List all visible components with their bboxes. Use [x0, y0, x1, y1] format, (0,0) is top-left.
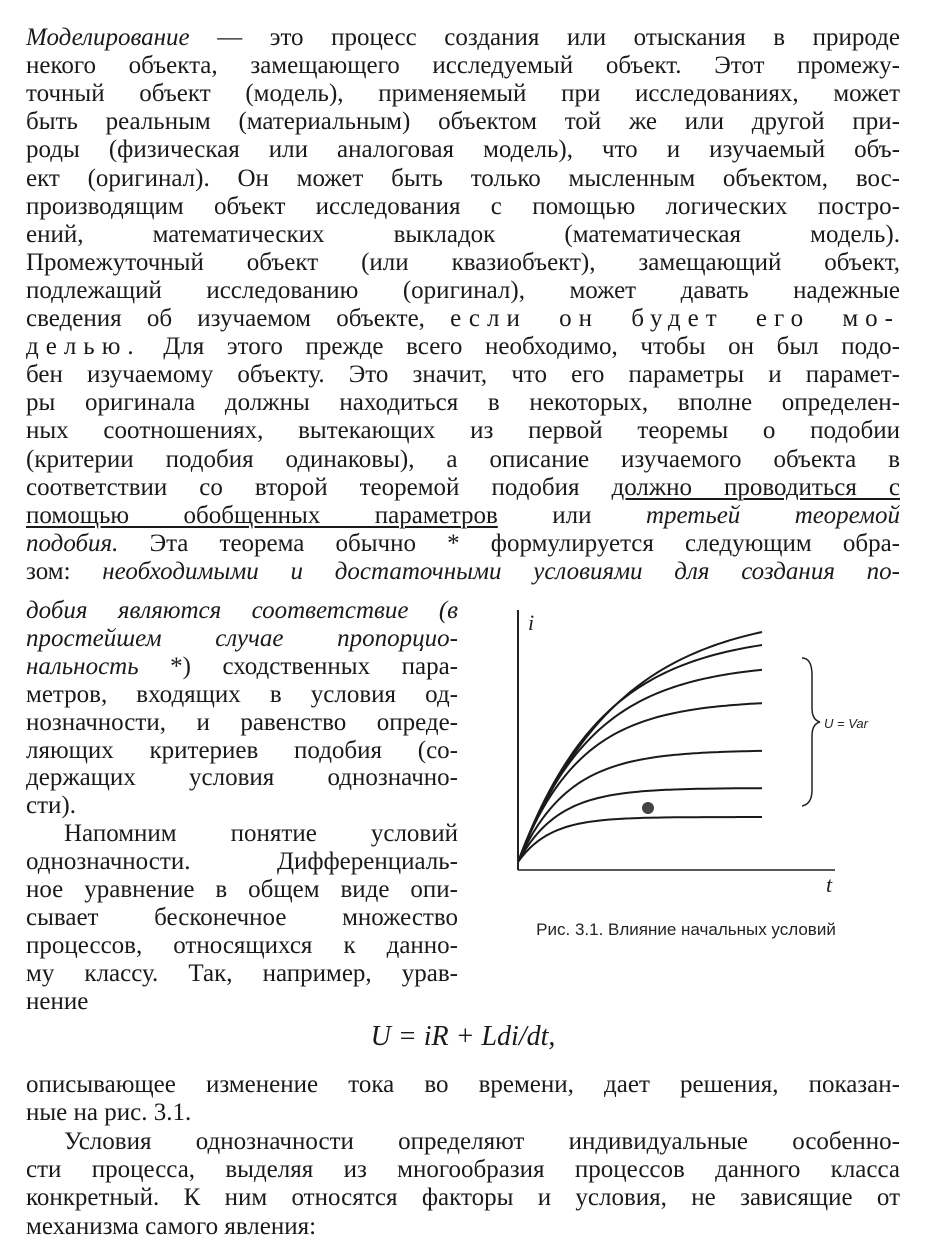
current-curves	[518, 632, 762, 862]
text-span: бен изучаемому объекту. Это значит, что его параметры и парамет-	[26, 361, 900, 389]
text-line	[26, 361, 900, 389]
text-line	[26, 502, 900, 530]
text-line	[26, 1156, 900, 1184]
text-span: быть реальным (материальным) объектом той же или другой при-	[26, 108, 900, 136]
text-line	[26, 932, 458, 960]
x-axis-label: t	[826, 872, 833, 897]
text-span: подобия.	[26, 529, 119, 557]
text-line	[26, 417, 900, 445]
text-span: производящим объект исследования с помощью логических постро-	[26, 192, 900, 220]
text-span: соответствии со второй теоремой подобия	[26, 473, 612, 501]
text-line	[26, 1213, 900, 1241]
text-span: ект (оригинал). Он может быть только мысленным объектом, вос-	[26, 164, 900, 192]
text-line	[26, 474, 900, 502]
text-line	[26, 165, 900, 193]
text-line	[26, 737, 458, 765]
text-line	[26, 333, 900, 361]
current-curve	[518, 751, 762, 862]
text-span: ные на рис. 3.1.	[26, 1099, 192, 1127]
text-span: ений, математических выкладок (математическая модель).	[26, 220, 900, 248]
text-line	[26, 904, 458, 932]
text-line	[26, 24, 900, 52]
text-line	[26, 792, 458, 820]
text-span: му классу. Так, например, урав-	[26, 959, 458, 987]
current-curve	[518, 645, 762, 862]
text-line	[26, 653, 458, 681]
text-line	[26, 52, 900, 80]
text-span: должно проводиться с	[611, 473, 900, 501]
figure-3-1	[490, 600, 910, 920]
text-line	[26, 389, 900, 417]
text-span: помощью обобщенных параметров	[26, 501, 498, 529]
text-line	[64, 1128, 900, 1156]
text-span: зом:	[26, 557, 103, 585]
text-line	[64, 820, 458, 848]
text-span: сти процесса, выделяя из многообразия процессов данного класса	[26, 1155, 900, 1183]
text-line	[26, 1099, 900, 1127]
text-span: *) сходственных пара-	[138, 652, 458, 680]
text-span: метров, входящих в условия од-	[26, 680, 458, 708]
text-line	[26, 446, 900, 474]
text-span: если он будет его мо-	[450, 305, 901, 332]
text-span: простейшем случае пропорцио-	[26, 624, 458, 652]
text-span: держащих условия однозначно-	[26, 764, 458, 792]
ink-spot	[642, 802, 654, 814]
text-line	[26, 876, 458, 904]
current-curve	[518, 817, 762, 862]
current-curve	[518, 788, 762, 862]
text-span: ное уравнение в общем виде опи-	[26, 876, 458, 903]
current-curve	[518, 632, 762, 862]
text-line	[26, 530, 900, 558]
text-span: нение	[26, 987, 89, 1015]
text-span: (критерии подобия одинаковы), а описание изучаемого объекта в	[26, 445, 900, 473]
text-line	[26, 249, 900, 277]
text-line	[26, 277, 900, 305]
text-line	[26, 1184, 900, 1212]
text-span: ных соотношениях, вытекающих из первой теоремы о подобии	[26, 417, 900, 445]
text-line	[26, 221, 900, 249]
text-line	[26, 305, 900, 333]
text-span: сывает бесконечное множество	[26, 903, 458, 931]
text-line	[26, 1071, 900, 1099]
text-span: подлежащий исследованию (оригинал), может давать надежные	[26, 276, 900, 304]
text-line	[26, 193, 900, 221]
text-span: однозначности. Дифференциаль-	[26, 848, 458, 876]
text-line	[26, 597, 458, 625]
text-line	[26, 558, 900, 586]
text-span: нальность	[26, 652, 139, 680]
text-line	[26, 848, 458, 876]
text-line	[26, 988, 458, 1016]
text-span: конкретный. К ним относятся факторы и условия, не зависящие от	[26, 1184, 900, 1212]
text-span: — это процесс создания или отыскания в природе	[189, 24, 900, 51]
figure-caption: Рис. 3.1. Влияние начальных условий	[536, 920, 836, 939]
text-line	[26, 108, 900, 136]
text-line	[26, 960, 458, 988]
text-span: процессов, относящихся к данно-	[26, 931, 458, 959]
text-span: Эта теорема обычно * формулируется следующим обра-	[118, 529, 900, 557]
curly-bracket	[802, 658, 820, 806]
text-line	[26, 625, 458, 653]
bracket-label: U = Var	[824, 716, 868, 731]
text-span: ляющих критериев подобия (со-	[26, 736, 458, 764]
y-axis-label: i	[528, 610, 535, 635]
text-line	[26, 681, 458, 709]
text-span: механизма самого явления:	[26, 1212, 317, 1240]
text-span: точный объект (модель), применяемый при исследованиях, может	[26, 80, 900, 108]
text-span: делью.	[26, 333, 141, 361]
text-span: сти).	[26, 792, 76, 820]
text-span: Напомним понятие условий	[64, 820, 458, 848]
text-span: Условия однозначности определяют индивидуальные особенно-	[64, 1127, 900, 1155]
text-span: добия являются соответствие (в	[26, 597, 458, 624]
text-span: некого объекта, замещающего исследуемый объект. Этот промежу-	[26, 52, 900, 80]
text-span: Моделирование	[26, 24, 190, 51]
text-span: нозначности, и равенство опреде-	[26, 708, 458, 736]
text-span: или	[497, 501, 646, 529]
text-span: Промежуточный объект (или квазиобъект), замещающий объект,	[26, 248, 900, 276]
text-span: роды (физическая или аналоговая модель), что и изучаемый объ-	[26, 136, 900, 164]
text-span: третьей теоремой	[645, 501, 900, 529]
current-curve	[518, 670, 762, 862]
text-line	[26, 764, 458, 792]
text-span: сведения об изучаемом объекте,	[26, 305, 451, 332]
formula: U = iR + Ldi/dt,	[370, 1021, 556, 1052]
text-line	[26, 136, 900, 164]
text-span: Для этого прежде всего необходимо, чтобы он был подо-	[140, 333, 900, 361]
text-span: необходимыми и достаточными условиями для создания по-	[102, 557, 900, 585]
text-line	[26, 709, 458, 737]
text-span: ры оригинала должны находиться в некоторых, вполне определен-	[26, 389, 900, 417]
text-line	[26, 80, 900, 108]
text-span: описывающее изменение тока во времени, дает решения, показан-	[26, 1071, 900, 1098]
